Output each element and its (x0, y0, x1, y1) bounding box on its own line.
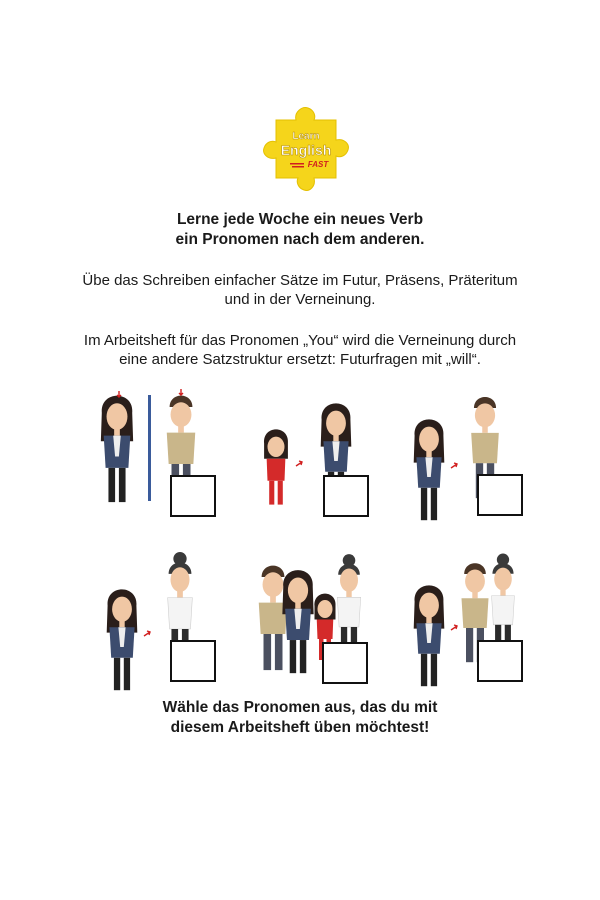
woman-figure (107, 589, 138, 690)
intro-heading (20, 210, 580, 250)
pronoun-option-3[interactable] (405, 392, 535, 522)
pronoun-option-1[interactable] (95, 385, 225, 525)
woman-figure (414, 419, 445, 520)
intro-paragraph-2-line-2: eine andere Satzstruktur ersetzt: Futurfragen mit „will“. (119, 351, 481, 368)
pronoun-option-6[interactable] (405, 550, 535, 690)
intro-paragraph-1-line-1: Übe das Schreiben einfacher Sätze im Futur, Präsens, Präteritum (82, 272, 518, 289)
pronoun-option-2[interactable] (250, 400, 380, 525)
footer-instruction (20, 698, 580, 738)
checkbox-pronoun-4[interactable] (170, 640, 216, 682)
red-arrow-icon (179, 389, 183, 395)
woman-figure (414, 585, 445, 686)
logo-line3: FAST (307, 160, 329, 169)
red-arrow-icon (144, 631, 150, 636)
footer-line-1: Wähle das Pronomen aus, das du mit (162, 699, 438, 716)
girl-figure (264, 429, 288, 504)
checkbox-pronoun-1[interactable] (170, 475, 216, 517)
red-arrow-icon (117, 391, 121, 397)
checkbox-pronoun-2[interactable] (323, 475, 369, 517)
red-arrow-icon (451, 463, 457, 468)
intro-paragraph-2-line-1: Im Arbeitsheft für das Pronomen „You“ wird die Verneinung durch (83, 332, 517, 349)
man-figure (259, 566, 288, 671)
intro-paragraph-1-line-2: und in der Verneinung. (224, 291, 376, 308)
logo-line2: English (280, 142, 332, 158)
woman-figure (282, 570, 313, 673)
intro-heading-line-1: Lerne jede Woche ein neues Verb (176, 211, 424, 228)
logo-line1: Learn (292, 131, 320, 142)
woman-figure (101, 396, 133, 502)
pronoun-option-5[interactable] (243, 555, 383, 690)
checkbox-pronoun-5[interactable] (322, 642, 368, 684)
puzzle-piece-icon (262, 106, 350, 192)
intro-heading-line-2: ein Pronomen nach dem anderen. (175, 231, 425, 248)
divider-line (148, 395, 151, 501)
intro-paragraph-1 (20, 271, 580, 309)
pronoun-option-4[interactable] (98, 552, 228, 692)
checkbox-pronoun-3[interactable] (477, 474, 523, 516)
red-arrow-icon (451, 625, 457, 630)
checkbox-pronoun-6[interactable] (477, 640, 523, 682)
footer-line-2: diesem Arbeitsheft üben möchtest! (170, 719, 430, 736)
red-arrow-icon (296, 461, 302, 466)
learn-english-fast-logo (262, 106, 350, 192)
intro-paragraph-2 (20, 331, 580, 369)
